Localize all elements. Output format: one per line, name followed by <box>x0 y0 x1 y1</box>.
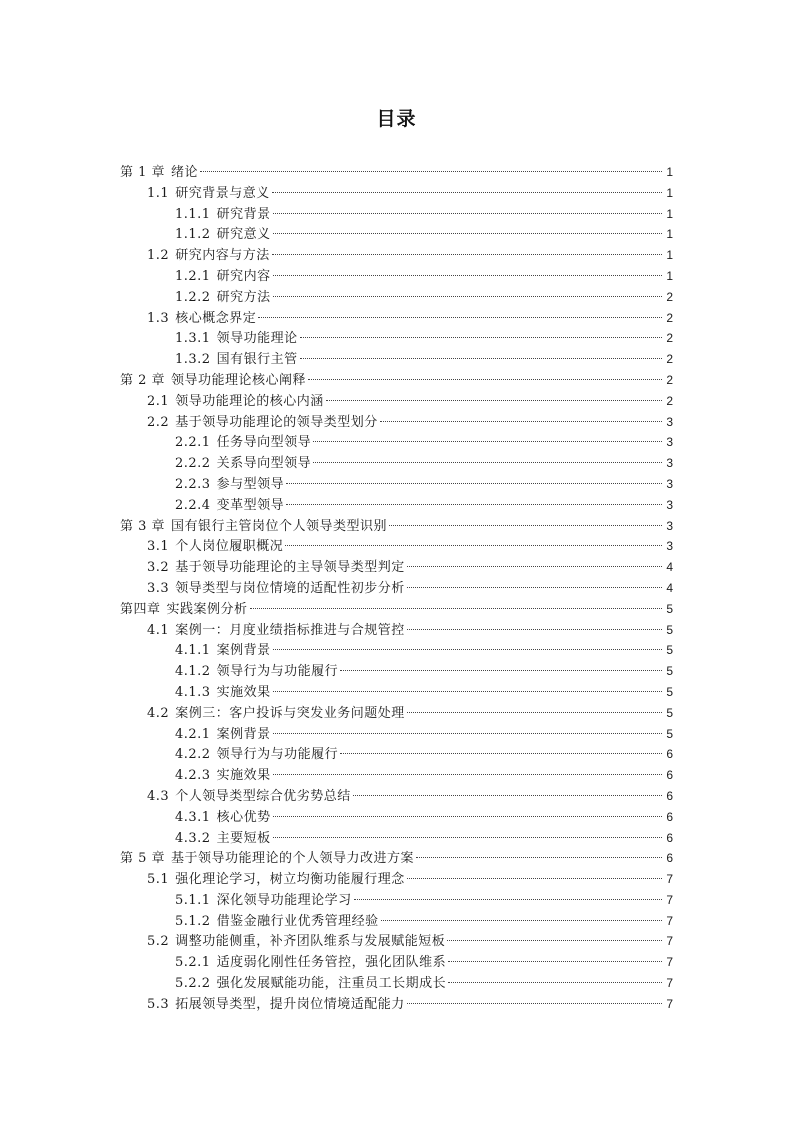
toc-entry-page-number: 6 <box>666 830 673 845</box>
toc-entry-title: 变革型领导 <box>216 497 285 513</box>
toc-entry-number: 2.2 <box>147 414 170 430</box>
toc-entry-page-number: 7 <box>666 913 673 928</box>
dot-leader <box>340 753 662 754</box>
dot-leader <box>286 504 662 505</box>
toc-entry-page-number: 5 <box>666 622 673 637</box>
toc-entry-title: 个人领导类型综合优劣势总结 <box>175 788 351 804</box>
toc-entry-level3[interactable] <box>120 495 673 516</box>
toc-entry-page-number: 2 <box>666 393 673 408</box>
toc-entry-level2[interactable] <box>120 994 673 1015</box>
toc-entry-level3[interactable] <box>120 204 673 225</box>
toc-entry-page-number: 2 <box>666 289 673 304</box>
dot-leader <box>448 982 662 983</box>
toc-entry-number: 第 5 章 <box>120 851 166 867</box>
toc-entry-title: 主要短板 <box>216 830 271 846</box>
toc-entry-number: 1.3.2 <box>175 352 211 368</box>
toc-entry-level2[interactable] <box>120 557 673 578</box>
dot-leader <box>448 961 662 962</box>
toc-entry-number: 第 1 章 <box>120 165 166 180</box>
toc-entry-page-number: 2 <box>666 372 673 387</box>
toc-entry-title: 基于领导功能理论的领导类型划分 <box>175 414 378 430</box>
toc-entry-title: 基于领导功能理论的个人领导力改进方案 <box>171 851 415 867</box>
toc-entry-page-number: 5 <box>666 601 673 616</box>
toc-entry-level2[interactable] <box>120 391 673 412</box>
toc-entry-page-number: 3 <box>666 476 673 491</box>
toc-entry-title: 拓展领导类型，提升岗位情境适配能力 <box>175 996 405 1012</box>
toc-entry-title: 参与型领导 <box>216 476 285 492</box>
toc-entry-level3[interactable] <box>120 911 673 932</box>
toc-entry-title: 研究内容 <box>216 268 271 284</box>
toc-entry-title: 任务导向型领导 <box>216 435 312 451</box>
toc-entry-level3[interactable] <box>120 952 673 973</box>
toc-entry-title: 实施效果 <box>216 684 271 700</box>
dot-leader <box>286 483 662 484</box>
toc-entry-page-number: 5 <box>666 705 673 720</box>
toc-entry-title: 研究背景 <box>216 206 271 222</box>
dot-leader <box>313 462 662 463</box>
dot-leader <box>272 254 662 255</box>
toc-entry-number: 1.2.2 <box>175 289 211 305</box>
toc-entry-number: 2.2.4 <box>175 497 211 513</box>
dot-leader <box>250 608 662 609</box>
toc-entry-number: 5.1.1 <box>175 892 211 908</box>
toc-entry-title: 核心优势 <box>216 809 271 825</box>
dot-leader <box>407 629 662 630</box>
table-of-contents <box>120 162 673 1015</box>
toc-entry-page-number: 3 <box>666 497 673 512</box>
toc-entry-page-number: 7 <box>666 996 673 1011</box>
toc-entry-page-number: 2 <box>666 310 673 325</box>
toc-entry-level3[interactable] <box>120 765 673 786</box>
dot-leader <box>447 940 662 941</box>
toc-entry-number: 5.2.1 <box>175 955 211 971</box>
toc-entry-title: 案例背景 <box>216 643 271 659</box>
toc-entry-title: 案例背景 <box>216 726 271 742</box>
toc-entry-level3[interactable] <box>120 890 673 911</box>
toc-entry-number: 4.3 <box>147 788 170 804</box>
dot-leader <box>416 857 662 858</box>
toc-entry-level3[interactable] <box>120 661 673 682</box>
toc-entry-title: 绪论 <box>171 165 199 180</box>
toc-entry-title: 案例一：月度业绩指标推进与合规管控 <box>175 622 405 638</box>
toc-entry-number: 2.2.3 <box>175 476 211 492</box>
toc-entry-number: 5.2 <box>147 934 170 950</box>
dot-leader <box>300 337 662 338</box>
toc-entry-number: 1.3 <box>147 310 170 326</box>
toc-entry-level3[interactable] <box>120 973 673 994</box>
toc-entry-number: 3.1 <box>147 539 170 555</box>
toc-entry-level1[interactable] <box>120 162 673 183</box>
toc-entry-title: 基于领导功能理论的主导领导类型判定 <box>175 560 405 576</box>
toc-entry-level2[interactable] <box>120 620 673 641</box>
toc-entry-number: 4.2.1 <box>175 726 211 742</box>
toc-entry-title: 研究方法 <box>216 289 271 305</box>
toc-entry-level3[interactable] <box>120 807 673 828</box>
toc-entry-number: 1.1.2 <box>175 227 211 243</box>
toc-entry-title: 领导行为与功能履行 <box>216 747 339 763</box>
dot-leader <box>273 275 662 276</box>
dot-leader <box>273 733 662 734</box>
toc-entry-level2[interactable] <box>120 245 673 266</box>
toc-entry-page-number: 5 <box>666 684 673 699</box>
toc-entry-number: 4.3.1 <box>175 809 211 825</box>
toc-entry-level3[interactable] <box>120 266 673 287</box>
toc-entry-title: 借鉴金融行业优秀管理经验 <box>216 913 379 929</box>
toc-entry-title: 领导类型与岗位情境的适配性初步分析 <box>175 580 405 596</box>
toc-entry-number: 4.3.2 <box>175 830 211 846</box>
toc-entry-number: 4.1.3 <box>175 684 211 700</box>
toc-entry-page-number: 7 <box>666 892 673 907</box>
toc-entry-number: 3.2 <box>147 560 170 576</box>
toc-entry-number: 2.1 <box>147 393 170 409</box>
toc-entry-number: 1.3.1 <box>175 331 211 347</box>
toc-entry-page-number: 7 <box>666 976 673 991</box>
dot-leader <box>273 296 662 297</box>
toc-entry-page-number: 6 <box>666 768 673 783</box>
dot-leader <box>300 358 662 359</box>
dot-leader <box>407 566 662 567</box>
toc-entry-title: 领导行为与功能履行 <box>216 664 339 680</box>
toc-entry-page-number: 3 <box>666 518 673 533</box>
toc-entry-title: 调整功能侧重，补齐团队维系与发展赋能短板 <box>175 934 446 950</box>
dot-leader <box>273 816 662 817</box>
toc-entry-level2[interactable] <box>120 183 673 204</box>
toc-entry-number: 第四章 <box>120 601 161 617</box>
toc-entry-level2[interactable] <box>120 412 673 433</box>
toc-entry-number: 2.2.1 <box>175 435 211 451</box>
toc-entry-page-number: 5 <box>666 643 673 658</box>
toc-entry-number: 第 2 章 <box>120 372 166 388</box>
toc-entry-number: 5.1 <box>147 872 170 888</box>
dot-leader <box>380 421 662 422</box>
toc-entry-title: 核心概念界定 <box>175 310 257 326</box>
toc-entry-level3[interactable] <box>120 640 673 661</box>
toc-entry-title: 领导功能理论 <box>216 331 298 347</box>
dot-leader <box>273 691 662 692</box>
toc-entry-title: 深化领导功能理论学习 <box>216 892 352 908</box>
toc-entry-page-number: 1 <box>666 248 673 263</box>
toc-entry-title: 关系导向型领导 <box>216 456 312 472</box>
dot-leader <box>273 774 662 775</box>
toc-entry-number: 5.2.2 <box>175 976 211 992</box>
toc-entry-level3[interactable] <box>120 682 673 703</box>
toc-entry-level2[interactable] <box>120 578 673 599</box>
dot-leader <box>340 670 662 671</box>
toc-entry-level1[interactable] <box>120 599 673 620</box>
toc-entry-level3[interactable] <box>120 453 673 474</box>
toc-entry-title: 领导功能理论核心阐释 <box>171 372 307 388</box>
dot-leader <box>389 525 662 526</box>
dot-leader <box>407 712 662 713</box>
toc-entry-level2[interactable] <box>120 931 673 952</box>
toc-entry-number: 5.1.2 <box>175 913 211 929</box>
dot-leader <box>407 587 662 588</box>
toc-entry-page-number: 5 <box>666 664 673 679</box>
toc-entry-title: 案例三：客户投诉与突发业务问题处理 <box>175 705 405 721</box>
toc-entry-level3[interactable] <box>120 474 673 495</box>
toc-entry-level3[interactable] <box>120 224 673 245</box>
dot-leader <box>407 1003 662 1004</box>
toc-entry-level3[interactable] <box>120 724 673 745</box>
toc-entry-level3[interactable] <box>120 828 673 849</box>
toc-entry-title: 强化发展赋能功能，注重员工长期成长 <box>216 976 447 992</box>
toc-entry-number: 4.2 <box>147 705 170 721</box>
dot-leader <box>200 171 662 172</box>
dot-leader <box>353 795 662 796</box>
toc-entry-page-number: 7 <box>666 955 673 970</box>
toc-entry-level2[interactable] <box>120 703 673 724</box>
toc-entry-level3[interactable] <box>120 287 673 308</box>
toc-entry-page-number: 1 <box>666 206 673 221</box>
dot-leader <box>272 192 662 193</box>
toc-entry-number: 4.2.3 <box>175 768 211 784</box>
dot-leader <box>258 317 662 318</box>
toc-entry-page-number: 2 <box>666 352 673 367</box>
toc-entry-number: 1.1.1 <box>175 206 211 222</box>
dot-leader <box>381 920 662 921</box>
dot-leader <box>308 379 662 380</box>
toc-entry-page-number: 4 <box>666 560 673 575</box>
toc-entry-title: 国有银行主管 <box>216 352 298 368</box>
toc-entry-title: 研究内容与方法 <box>175 248 270 264</box>
toc-entry-page-number: 3 <box>666 414 673 429</box>
toc-entry-page-number: 5 <box>666 726 673 741</box>
toc-entry-page-number: 3 <box>666 539 673 554</box>
toc-entry-level3[interactable] <box>120 349 673 370</box>
toc-entry-number: 5.3 <box>147 996 170 1012</box>
dot-leader <box>273 837 662 838</box>
dot-leader <box>273 233 662 234</box>
toc-entry-number: 4.1.2 <box>175 664 211 680</box>
toc-entry-page-number: 1 <box>666 268 673 283</box>
toc-entry-title: 强化理论学习，树立均衡功能履行理念 <box>175 872 405 888</box>
toc-entry-page-number: 3 <box>666 435 673 450</box>
toc-entry-title: 实践案例分析 <box>166 601 248 617</box>
toc-entry-page-number: 6 <box>666 788 673 803</box>
toc-entry-level2[interactable] <box>120 536 673 557</box>
toc-entry-page-number: 3 <box>666 456 673 471</box>
toc-entry-page-number: 4 <box>666 580 673 595</box>
toc-entry-title: 实施效果 <box>216 768 271 784</box>
toc-entry-page-number: 1 <box>666 227 673 242</box>
dot-leader <box>407 878 662 879</box>
toc-entry-number: 4.1.1 <box>175 643 211 659</box>
toc-entry-title: 研究意义 <box>216 227 271 243</box>
dot-leader <box>273 213 662 214</box>
toc-entry-page-number: 7 <box>666 872 673 887</box>
toc-entry-level3[interactable] <box>120 744 673 765</box>
toc-entry-page-number: 6 <box>666 747 673 762</box>
dot-leader <box>273 649 662 650</box>
toc-title: 目录 <box>376 108 417 130</box>
dot-leader <box>326 400 662 401</box>
toc-entry-level1[interactable] <box>120 370 673 391</box>
toc-entry-number: 1.2 <box>147 248 170 264</box>
toc-entry-title: 领导功能理论的核心内涵 <box>175 393 324 409</box>
toc-entry-level3[interactable] <box>120 328 673 349</box>
toc-entry-number: 1.2.1 <box>175 268 211 284</box>
toc-entry-title: 国有银行主管岗位个人领导类型识别 <box>171 518 388 534</box>
toc-entry-title: 适度弱化刚性任务管控，强化团队维系 <box>216 955 447 971</box>
dot-leader <box>285 545 662 546</box>
toc-entry-level1[interactable] <box>120 516 673 537</box>
toc-entry-level2[interactable] <box>120 786 673 807</box>
toc-entry-title: 研究背景与意义 <box>175 185 270 201</box>
toc-entry-number: 3.3 <box>147 580 170 596</box>
toc-entry-page-number: 1 <box>666 185 673 200</box>
toc-entry-page-number: 1 <box>666 165 673 179</box>
toc-entry-level2[interactable] <box>120 869 673 890</box>
toc-entry-number: 4.1 <box>147 622 170 638</box>
toc-entry-number: 1.1 <box>147 185 170 201</box>
toc-entry-page-number: 6 <box>666 851 673 866</box>
toc-entry-page-number: 7 <box>666 934 673 949</box>
toc-entry-title: 个人岗位履职概况 <box>175 539 284 555</box>
toc-entry-level3[interactable] <box>120 432 673 453</box>
dot-leader <box>313 441 662 442</box>
toc-entry-number: 2.2.2 <box>175 456 211 472</box>
toc-entry-level2[interactable] <box>120 308 673 329</box>
toc-entry-page-number: 2 <box>666 331 673 346</box>
dot-leader <box>354 899 662 900</box>
toc-entry-number: 4.2.2 <box>175 747 211 763</box>
toc-entry-number: 第 3 章 <box>120 518 166 534</box>
toc-entry-page-number: 6 <box>666 809 673 824</box>
toc-entry-level1[interactable] <box>120 848 673 869</box>
